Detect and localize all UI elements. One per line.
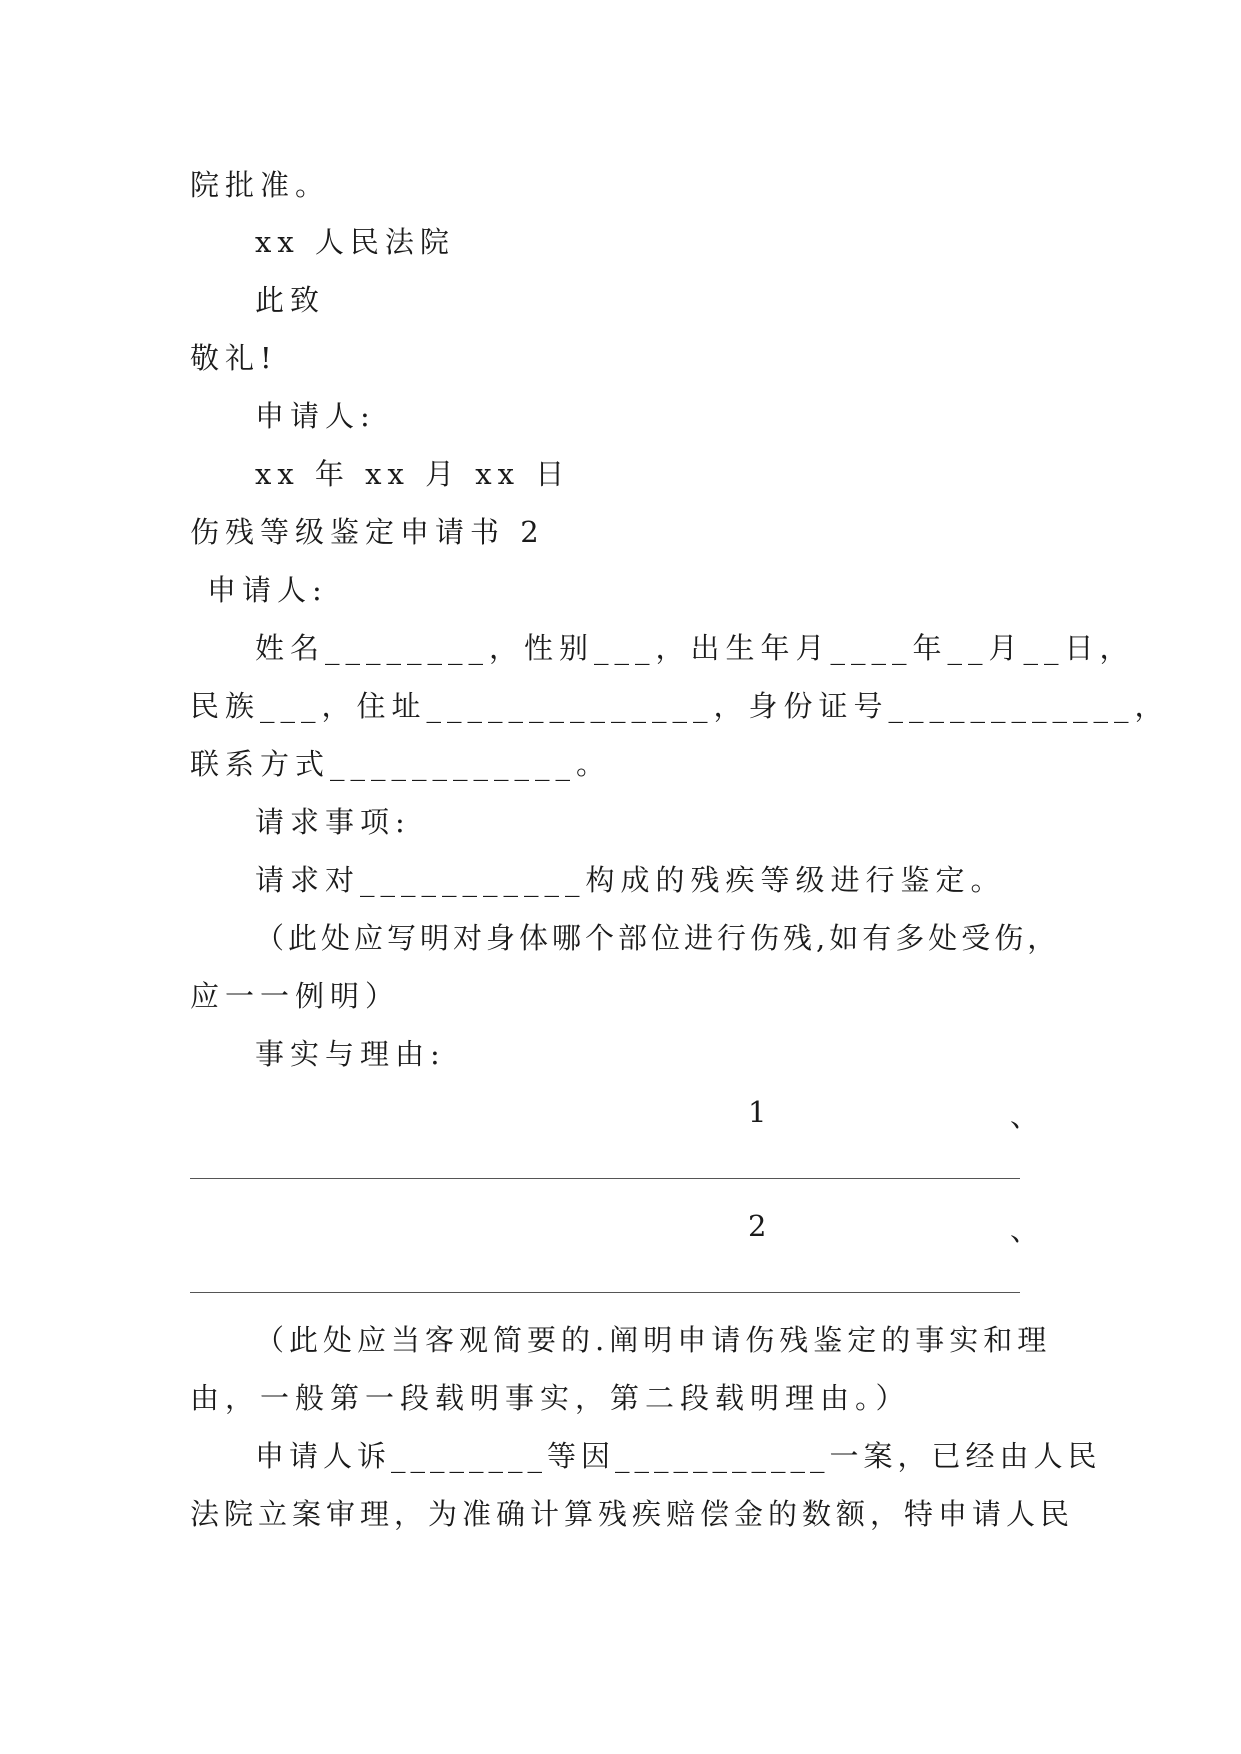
fact-number-2: 2 [748, 1209, 767, 1243]
applicant-info-line-3: 联系方式____________。 [190, 747, 612, 781]
claim-line-2: 法院立案审理，为准确计算残疾赔偿金的数额，特申请人民 [190, 1497, 1075, 1531]
facts-note-line-1: （此处应当客观简要的.阐明申请伤残鉴定的事实和理 [255, 1323, 1052, 1357]
text-line: 院批准。 [190, 168, 331, 202]
facts-heading: 事实与理由: [255, 1037, 446, 1071]
fact-separator-2: 、 [1010, 1213, 1040, 1247]
fact-number-1: 1 [748, 1095, 767, 1129]
claim-line-1: 申请人诉________等因___________一案，已经由人民 [255, 1439, 1102, 1473]
request-text: 请求对___________构成的残疾等级进行鉴定。 [255, 863, 1006, 897]
blank-line-1 [190, 1178, 1020, 1179]
request-note-line-2: 应一一例明） [190, 979, 401, 1013]
fact-separator-1: 、 [1010, 1099, 1040, 1133]
applicant-label: 申请人: [207, 573, 328, 607]
applicant-signature: 申请人: [255, 399, 376, 433]
closing: 敬礼! [190, 341, 278, 375]
applicant-info-line-1: 姓名________，性别___，出生年月____年__月__日， [255, 631, 1135, 665]
section-title: 伤残等级鉴定申请书 2 [190, 515, 545, 549]
court-name: xx 人民法院 [255, 225, 455, 259]
date-line: xx 年 xx 月 xx 日 [255, 457, 571, 491]
salutation: 此致 [255, 283, 326, 317]
request-heading: 请求事项: [255, 805, 411, 839]
blank-line-2 [190, 1292, 1020, 1293]
applicant-info-line-2: 民族___，住址______________，身份证号____________， [190, 689, 1170, 723]
facts-note-line-2: 由，一般第一段载明事实，第二段载明理由。） [190, 1381, 911, 1415]
request-note-line-1: （此处应写明对身体哪个部位进行伤残,如有多处受伤， [255, 921, 1061, 955]
